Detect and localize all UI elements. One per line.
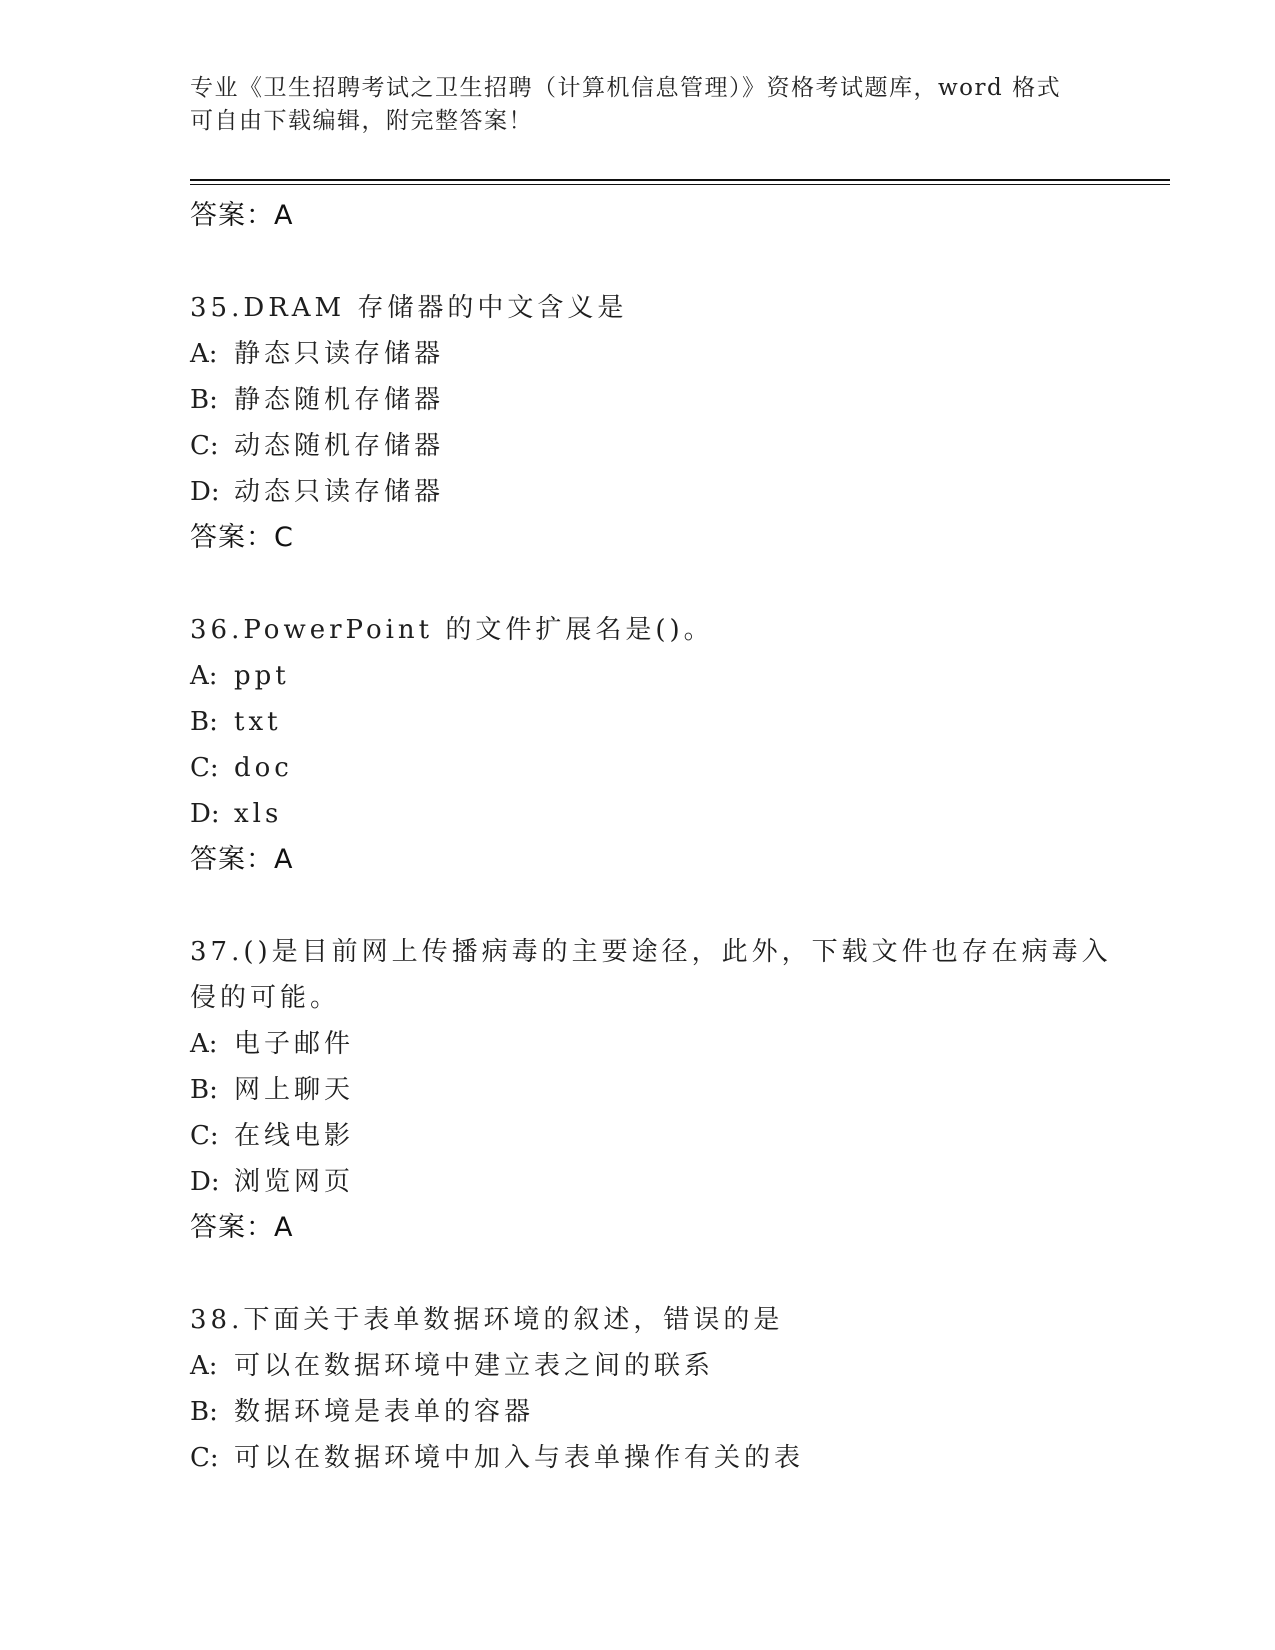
option-letter: A: bbox=[190, 339, 218, 369]
spacer bbox=[190, 1251, 1090, 1297]
question-stem: 36.PowerPoint 的文件扩展名是()。 bbox=[190, 615, 714, 645]
option-b bbox=[190, 377, 1090, 423]
answer-line: 答案：C bbox=[190, 522, 294, 553]
spacer bbox=[190, 239, 1090, 285]
option-text: txt bbox=[234, 707, 282, 737]
option-text: 网上聊天 bbox=[234, 1075, 355, 1105]
question-stem: 37.()是目前网上传播病毒的主要途径，此外，下载文件也存在病毒入 bbox=[190, 937, 1112, 967]
option-text: xls bbox=[234, 799, 283, 829]
option-text: 数据环境是表单的容器 bbox=[234, 1397, 535, 1427]
question-37 bbox=[190, 929, 1112, 1251]
option-text: 可以在数据环境中建立表之间的联系 bbox=[234, 1351, 715, 1381]
option-text: 可以在数据环境中加入与表单操作有关的表 bbox=[234, 1443, 805, 1473]
header-line-1: 专业《卫生招聘考试之卫生招聘（计算机信息管理）》资格考试题库，word 格式 bbox=[190, 75, 1062, 101]
option-text: 电子邮件 bbox=[234, 1029, 355, 1059]
option-c bbox=[190, 1113, 1090, 1159]
answer-line: 答案：A bbox=[190, 844, 294, 875]
option-letter: D: bbox=[190, 799, 220, 829]
option-c bbox=[190, 423, 1090, 469]
question-stem-continued: 侵的可能。 bbox=[190, 983, 341, 1013]
option-text: 静态只读存储器 bbox=[234, 339, 445, 369]
answer-line: 答案：A bbox=[190, 1212, 294, 1243]
option-a bbox=[190, 1021, 1090, 1067]
option-letter: C: bbox=[190, 431, 219, 461]
question-stem: 35.DRAM 存储器的中文含义是 bbox=[190, 293, 628, 323]
option-d bbox=[190, 469, 1090, 515]
question-38 bbox=[190, 1297, 1090, 1481]
question-36 bbox=[190, 607, 1090, 883]
option-letter: D: bbox=[190, 1167, 220, 1197]
option-text: ppt bbox=[234, 661, 290, 691]
option-letter: D: bbox=[190, 477, 220, 507]
header-divider-thin bbox=[190, 184, 1170, 185]
option-letter: C: bbox=[190, 753, 219, 783]
option-d bbox=[190, 791, 1090, 837]
option-c bbox=[190, 745, 1090, 791]
document-header bbox=[190, 72, 1070, 138]
option-a bbox=[190, 653, 1090, 699]
previous-answer: 答案：A bbox=[190, 200, 294, 231]
spacer bbox=[190, 561, 1090, 607]
option-a bbox=[190, 1343, 1090, 1389]
option-b bbox=[190, 699, 1090, 745]
option-letter: A: bbox=[190, 661, 218, 691]
option-b bbox=[190, 1067, 1090, 1113]
option-b bbox=[190, 1389, 1090, 1435]
option-text: 动态随机存储器 bbox=[234, 431, 445, 461]
option-c bbox=[190, 1435, 1090, 1481]
option-text: 动态只读存储器 bbox=[234, 477, 445, 507]
question-35 bbox=[190, 285, 1090, 561]
option-letter: A: bbox=[190, 1029, 218, 1059]
option-letter: B: bbox=[190, 707, 218, 737]
spacer bbox=[190, 883, 1090, 929]
option-letter: B: bbox=[190, 385, 218, 415]
option-text: 浏览网页 bbox=[234, 1167, 355, 1197]
option-a bbox=[190, 331, 1090, 377]
option-d bbox=[190, 1159, 1090, 1205]
option-letter: C: bbox=[190, 1121, 219, 1151]
option-text: 在线电影 bbox=[234, 1121, 355, 1151]
option-letter: B: bbox=[190, 1397, 218, 1427]
option-text: 静态随机存储器 bbox=[234, 385, 445, 415]
option-text: doc bbox=[234, 753, 293, 783]
header-line-2: 可自由下载编辑，附完整答案！ bbox=[190, 108, 533, 134]
question-list bbox=[190, 193, 1112, 1481]
option-letter: B: bbox=[190, 1075, 218, 1105]
question-stem: 38.下面关于表单数据环境的叙述，错误的是 bbox=[190, 1305, 784, 1335]
option-letter: C: bbox=[190, 1443, 219, 1473]
option-letter: A: bbox=[190, 1351, 218, 1381]
header-divider-thick bbox=[190, 179, 1170, 181]
